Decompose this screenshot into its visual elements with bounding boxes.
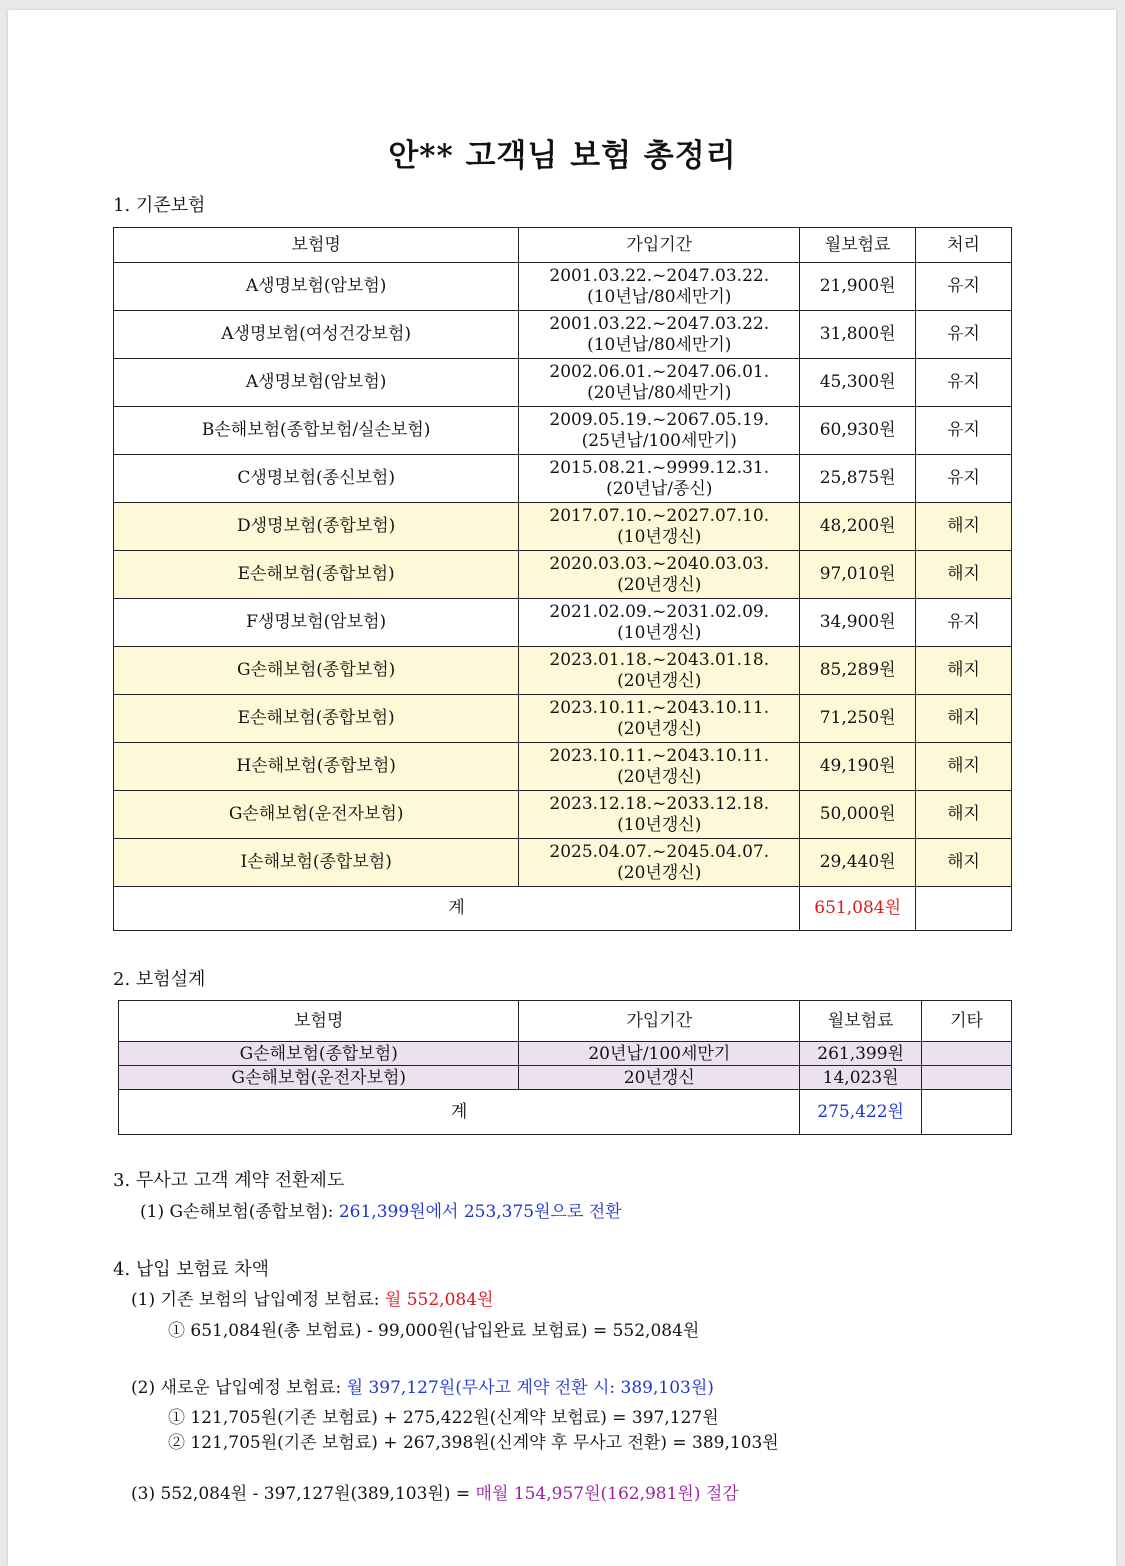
cell-premium: 60,930원 — [800, 407, 916, 455]
header-period: 가입기간 — [519, 1001, 800, 1042]
cell-premium: 29,440원 — [800, 839, 916, 887]
section4-p3 — [131, 1479, 739, 1504]
cell-period — [519, 359, 800, 407]
cell-other — [922, 1066, 1012, 1090]
table-row — [114, 599, 1012, 647]
total-label: 계 — [119, 1090, 800, 1135]
insurance-plan-rows — [119, 1042, 1012, 1090]
period-dates: 2020.03.03.~2040.03.03. — [549, 553, 770, 574]
header-action: 처리 — [916, 228, 1012, 263]
period-terms: (10년갱신) — [617, 814, 702, 835]
period-terms: (10년납/80세만기) — [587, 286, 732, 307]
cell-name: G손해보험(운전자보험) — [119, 1066, 519, 1090]
table-row — [114, 359, 1012, 407]
cell-premium: 31,800원 — [800, 311, 916, 359]
section4-p2-prefix: (2) 새로운 납입예정 보험료: — [131, 1378, 347, 1398]
cell-period — [519, 743, 800, 791]
cell-premium: 21,900원 — [800, 263, 916, 311]
cell-action: 해지 — [916, 695, 1012, 743]
table-row — [114, 503, 1012, 551]
section4-p3-prefix: (3) 552,084원 - 397,127원(389,103원) = — [131, 1484, 476, 1504]
cell-name: G손해보험(종합보험) — [119, 1042, 519, 1066]
table-row — [114, 455, 1012, 503]
period-terms: (20년갱신) — [617, 670, 702, 691]
section3-heading: 3. 무사고 고객 계약 전환제도 — [113, 1170, 345, 1191]
header-premium: 월보험료 — [800, 1001, 922, 1042]
cell-action: 해지 — [916, 647, 1012, 695]
existing-insurance-rows — [114, 263, 1012, 887]
cell-name: I손해보험(종합보험) — [114, 839, 519, 887]
table-row — [114, 311, 1012, 359]
section4-p1-detail: ① 651,084원(총 보험료) - 99,000원(납입완료 보험료) = 552,084원 — [168, 1321, 700, 1341]
cell-action: 유지 — [916, 599, 1012, 647]
cell-premium: 48,200원 — [800, 503, 916, 551]
cell-name: A생명보험(암보험) — [114, 263, 519, 311]
cell-premium: 14,023원 — [800, 1066, 922, 1090]
header-other: 기타 — [922, 1001, 1012, 1042]
cell-premium: 85,289원 — [800, 647, 916, 695]
cell-period — [519, 503, 800, 551]
period-dates: 2023.01.18.~2043.01.18. — [549, 649, 770, 670]
table-row — [114, 263, 1012, 311]
cell-premium: 49,190원 — [800, 743, 916, 791]
period-dates: 2002.06.01.~2047.06.01. — [549, 361, 770, 382]
period-dates: 2023.10.11.~2043.10.11. — [549, 745, 770, 766]
cell-premium: 34,900원 — [800, 599, 916, 647]
table-row — [114, 743, 1012, 791]
cell-name: A생명보험(여성건강보험) — [114, 311, 519, 359]
cell-period — [519, 695, 800, 743]
table-header-row — [114, 228, 1012, 263]
insurance-plan-table — [118, 1000, 1012, 1135]
table-row — [119, 1066, 1012, 1090]
cell-name: D생명보험(종합보험) — [114, 503, 519, 551]
section4-p2-value: 월 397,127원(무사고 계약 전환 시: 389,103원) — [346, 1378, 714, 1398]
cell-name: B손해보험(종합보험/실손보험) — [114, 407, 519, 455]
cell-period — [519, 839, 800, 887]
period-terms: (25년납/100세만기) — [581, 430, 737, 451]
cell-action: 해지 — [916, 551, 1012, 599]
cell-period — [519, 599, 800, 647]
page-title: 안** 고객님 보험 총정리 — [388, 138, 737, 174]
cell-name: E손해보험(종합보험) — [114, 695, 519, 743]
section1-heading: 1. 기존보험 — [113, 195, 206, 216]
period-dates: 2015.08.21.~9999.12.31. — [549, 457, 770, 478]
section4-heading: 4. 납입 보험료 차액 — [113, 1259, 270, 1280]
period-terms: (20년갱신) — [617, 574, 702, 595]
table-row — [114, 839, 1012, 887]
section3-line1-value: 261,399원에서 253,375원으로 전환 — [338, 1202, 622, 1222]
cell-name: H손해보험(종합보험) — [114, 743, 519, 791]
period-dates: 2001.03.22.~2047.03.22. — [549, 313, 770, 334]
period-terms: (10년갱신) — [617, 622, 702, 643]
total-premium: 275,422원 — [800, 1090, 922, 1135]
cell-period: 20년갱신 — [519, 1066, 800, 1090]
cell-period — [519, 263, 800, 311]
table-total-row — [119, 1090, 1012, 1135]
section3-line1-prefix: (1) G손해보험(종합보험): — [140, 1202, 339, 1222]
cell-name: E손해보험(종합보험) — [114, 551, 519, 599]
period-terms: (20년갱신) — [617, 862, 702, 883]
period-dates: 2001.03.22.~2047.03.22. — [549, 265, 770, 286]
header-name: 보험명 — [114, 228, 519, 263]
period-dates: 2023.12.18.~2033.12.18. — [549, 793, 770, 814]
table-row — [114, 791, 1012, 839]
header-period: 가입기간 — [519, 228, 800, 263]
period-dates: 2021.02.09.~2031.02.09. — [549, 601, 770, 622]
table-total-row — [114, 887, 1012, 931]
cell-action: 해지 — [916, 791, 1012, 839]
section4-p1-value: 월 552,084원 — [384, 1290, 494, 1310]
cell-period — [519, 791, 800, 839]
cell-name: G손해보험(운전자보험) — [114, 791, 519, 839]
period-terms: (20년갱신) — [617, 766, 702, 787]
period-terms: (10년갱신) — [617, 526, 702, 547]
existing-insurance-table — [113, 227, 1012, 931]
cell-period: 20년납/100세만기 — [519, 1042, 800, 1066]
period-terms: (20년납/80세만기) — [587, 382, 732, 403]
cell-name: G손해보험(종합보험) — [114, 647, 519, 695]
cell-other — [922, 1042, 1012, 1066]
total-empty-cell — [922, 1090, 1012, 1135]
table-header-row — [119, 1001, 1012, 1042]
period-dates: 2017.07.10.~2027.07.10. — [549, 505, 770, 526]
cell-premium: 45,300원 — [800, 359, 916, 407]
cell-period — [519, 407, 800, 455]
period-terms: (10년납/80세만기) — [587, 334, 732, 355]
section4-p1-prefix: (1) 기존 보험의 납입예정 보험료: — [131, 1290, 385, 1310]
cell-period — [519, 551, 800, 599]
section4-p2 — [131, 1373, 714, 1398]
period-dates: 2009.05.19.~2067.05.19. — [549, 409, 770, 430]
table-row — [119, 1042, 1012, 1066]
period-dates: 2025.04.07.~2045.04.07. — [549, 841, 770, 862]
cell-name: C생명보험(종신보험) — [114, 455, 519, 503]
cell-premium: 261,399원 — [800, 1042, 922, 1066]
cell-action: 유지 — [916, 455, 1012, 503]
cell-name: A생명보험(암보험) — [114, 359, 519, 407]
section2-heading: 2. 보험설계 — [113, 969, 206, 990]
section4-p2-detail1: ① 121,705원(기존 보험료) + 275,422원(신계약 보험료) = 397,127원 — [168, 1408, 719, 1428]
section4-p2-detail2: ② 121,705원(기존 보험료) + 267,398원(신계약 후 무사고 전환) = 389,103원 — [168, 1433, 779, 1453]
cell-action: 유지 — [916, 359, 1012, 407]
table-row — [114, 647, 1012, 695]
table-row — [114, 407, 1012, 455]
cell-action: 유지 — [916, 263, 1012, 311]
cell-action: 해지 — [916, 839, 1012, 887]
cell-action: 유지 — [916, 311, 1012, 359]
cell-period — [519, 647, 800, 695]
section3-line1 — [140, 1197, 622, 1222]
table-row — [114, 551, 1012, 599]
cell-premium: 50,000원 — [800, 791, 916, 839]
period-terms: (20년갱신) — [617, 718, 702, 739]
header-name: 보험명 — [119, 1001, 519, 1042]
cell-action: 해지 — [916, 743, 1012, 791]
cell-premium: 25,875원 — [800, 455, 916, 503]
cell-period — [519, 311, 800, 359]
period-dates: 2023.10.11.~2043.10.11. — [549, 697, 770, 718]
cell-premium: 97,010원 — [800, 551, 916, 599]
cell-premium: 71,250원 — [800, 695, 916, 743]
cell-action: 유지 — [916, 407, 1012, 455]
period-terms: (20년납/종신) — [606, 478, 713, 499]
total-empty-cell — [916, 887, 1012, 931]
section4-p3-value: 매월 154,957원(162,981원) 절감 — [475, 1484, 739, 1504]
total-premium: 651,084원 — [800, 887, 916, 931]
section4-p1 — [131, 1285, 493, 1310]
cell-name: F생명보험(암보험) — [114, 599, 519, 647]
total-label: 계 — [114, 887, 800, 931]
cell-action: 해지 — [916, 503, 1012, 551]
table-row — [114, 695, 1012, 743]
header-premium: 월보험료 — [800, 228, 916, 263]
cell-period — [519, 455, 800, 503]
